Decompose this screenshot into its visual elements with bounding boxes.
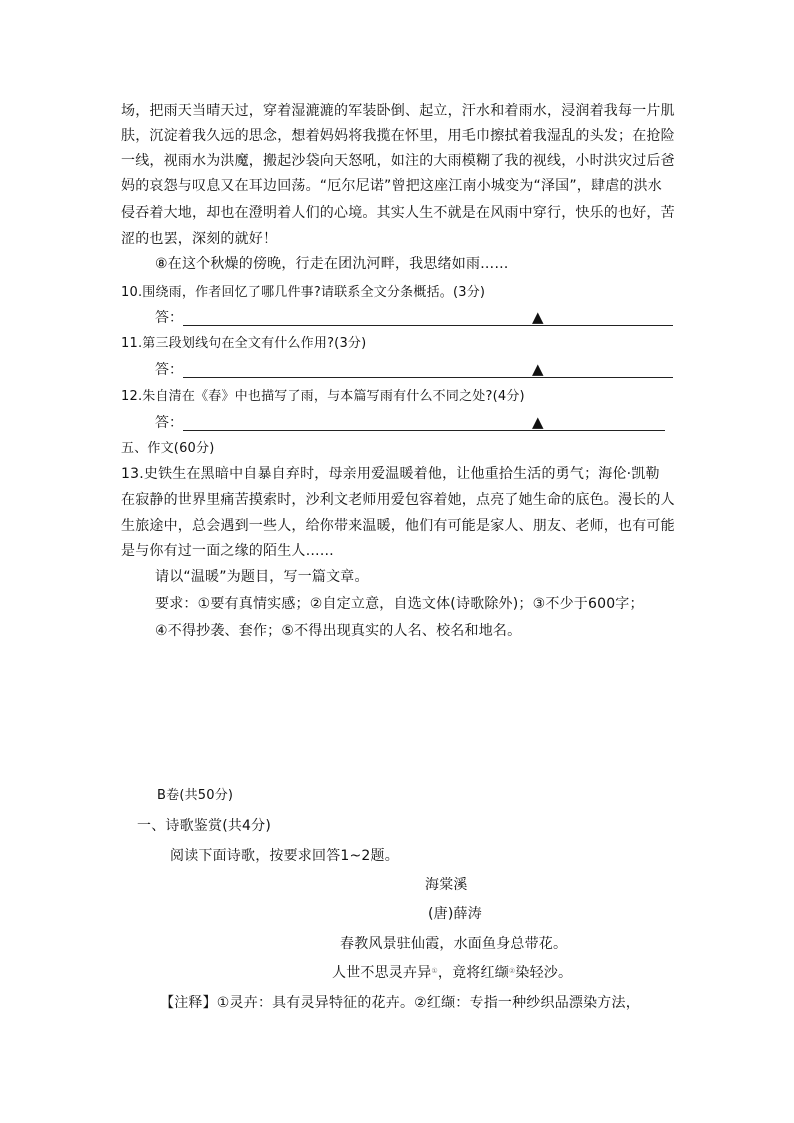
poem-line-1: 春教风景驻仙霞，水面鱼身总带花。: [340, 936, 568, 952]
composition-heading: 五、作文(60分): [121, 441, 215, 456]
question-12: 12.朱自清在《春》中也描写了雨，与本篇写雨有什么不同之处?(4分): [121, 389, 525, 404]
passage-line: 场，把雨天当晴天过，穿着湿漉漉的军装卧倒、起立，汗水和着雨水，浸润着我每一片肌: [121, 103, 675, 119]
answer-line-10[interactable]: [155, 308, 675, 328]
note-marker: ①: [431, 967, 438, 975]
composition-prompt-line: 在寂静的世界里痛苦摸索时，沙利文老师用爱包容着她，点亮了她生命的底色。漫长的人: [121, 492, 675, 508]
passage-line: 涩的也罢，深刻的就好！: [121, 231, 278, 247]
triangle-marker-icon: ▲: [532, 360, 544, 378]
poem-notes: 【注释】①灵卉：具有灵异特征的花卉。②红缬：专指一种纱织品漂染方法，: [160, 995, 640, 1011]
composition-prompt-line: 是与你有过一面之缘的陌生人……: [121, 543, 334, 559]
question-11: 11.第三段划线句在全文有什么作用?(3分): [121, 336, 367, 351]
passage-line: 侵吞着大地，却也在澄明着人们的心境。其实人生不就是在风雨中穿行，快乐的也好，苦: [121, 205, 675, 221]
poem-line-2: [332, 963, 572, 983]
poem-line-2-part: ，竟将红缬: [437, 965, 509, 981]
poem-author: (唐)薛涛: [428, 906, 482, 922]
poem-line-2-part: 人世不思灵卉异: [332, 965, 432, 981]
passage-line: 肤，沉淀着我久远的思念，想着妈妈将我揽在怀里，用毛巾擦拭着我湿乱的头发；在抢险: [121, 128, 675, 144]
passage-line: 妈的哀怨与叹息又在耳边回荡。“厄尔尼诺”曾把这座江南小城变为“泽国”，肆虐的洪水: [121, 178, 663, 194]
poem-title: 海棠溪: [425, 877, 468, 893]
answer-underline: [183, 377, 673, 378]
answer-underline: [183, 430, 665, 431]
answer-label: 答：: [155, 415, 183, 431]
answer-label: 答：: [155, 310, 183, 326]
composition-requirements: 要求：①要有真情实感；②自定立意，自选文体(诗歌除外)；③不少于600字；: [155, 596, 644, 612]
answer-line-11[interactable]: [155, 360, 675, 380]
composition-prompt-line: 生旅途中，总会遇到一些人，给你带来温暖，他们有可能是家人、朋友、老师，也有可能: [121, 518, 675, 534]
passage-line: 一线，视雨水为洪魔，搬起沙袋向天怒吼，如注的大雨模糊了我的视线，小时洪灾过后爸: [121, 153, 675, 169]
triangle-marker-icon: ▲: [532, 308, 544, 326]
passage-paragraph-8: ⑧在这个秋燥的傍晚，行走在团氿河畔，我思绪如雨……: [155, 256, 509, 272]
answer-line-12[interactable]: [155, 413, 667, 433]
answer-label: 答：: [155, 362, 183, 378]
composition-prompt-line: 13.史铁生在黑暗中自暴自弃时，母亲用爱温暖着他，让他重拾生活的勇气；海伦·凯勒: [121, 466, 660, 482]
answer-underline: [183, 325, 673, 326]
question-10: 10.围绕雨，作者回忆了哪几件事?请联系全文分条概括。(3分): [121, 285, 486, 300]
section-b-title: B卷(共50分): [157, 788, 234, 803]
triangle-marker-icon: ▲: [532, 413, 544, 431]
poem-line-2-part: 染轻沙。: [515, 965, 573, 981]
note-marker: ②: [508, 967, 516, 975]
composition-instruction: 请以“温暖”为题目，写一篇文章。: [155, 569, 369, 585]
composition-requirements: ④不得抄袭、套作；⑤不得出现真实的人名、校名和地名。: [155, 623, 522, 639]
poetry-section-heading: 一、诗歌鉴赏(共4分): [137, 818, 272, 834]
poetry-intro: 阅读下面诗歌，按要求回答1~2题。: [170, 848, 399, 864]
